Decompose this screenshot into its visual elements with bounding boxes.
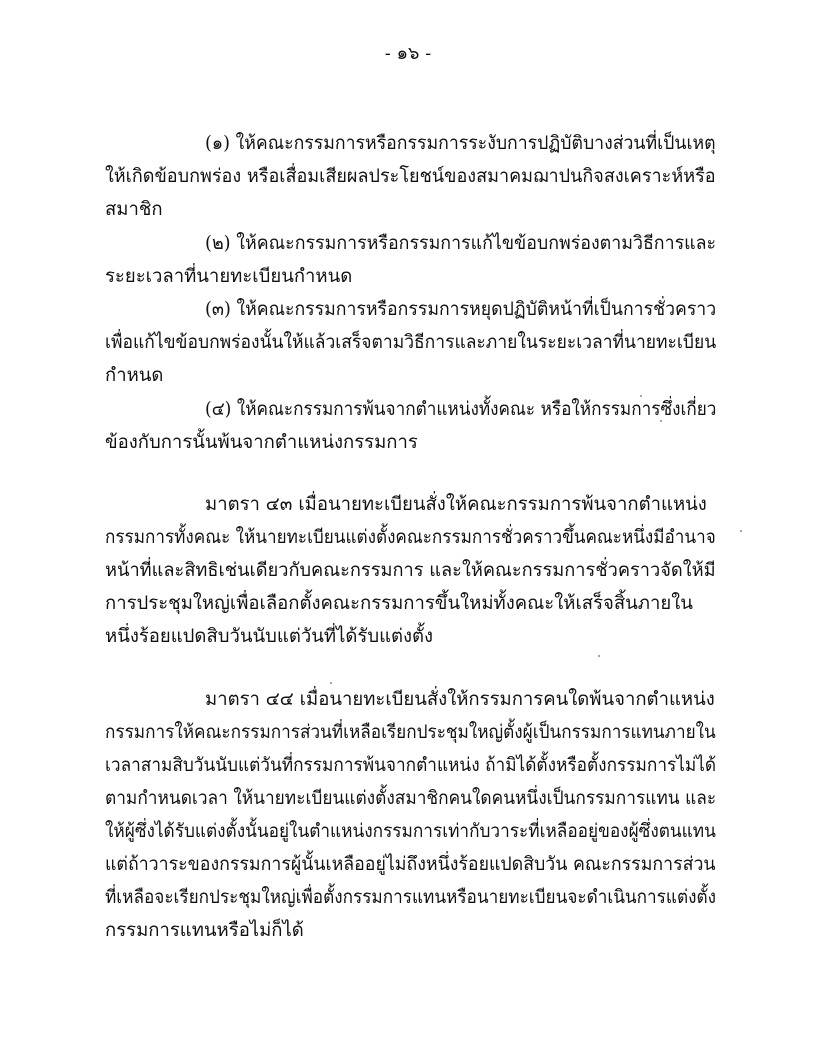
clause-3-line-3: กำหนด: [105, 365, 164, 386]
clause-4-line-2: ข้องกับการนั้นพ้นจากตำแหน่งกรรมการ: [105, 432, 418, 453]
section-44-line-2: กรรมการให้คณะกรรมการส่วนที่เหลือเรียกประชุมใหญ่ตั้งผู้เป็นกรรมการแทนภายใน: [105, 722, 716, 743]
clause-3-line-1: (๓) ให้คณะกรรมการหรือกรรมการหยุดปฏิบัติหน้าที่เป็นการชั่วคราว: [205, 299, 717, 320]
section-43-line-3: หน้าที่และสิทธิเช่นเดียวกับคณะกรรมการ และให้คณะกรรมการชั่วคราวจัดให้มี: [105, 560, 716, 581]
clause-1-line-3: สมาชิก: [105, 199, 163, 220]
section-44-line-7: ที่เหลือจะเรียกประชุมใหญ่เพื่อตั้งกรรมการแทนหรือนายทะเบียนจะดำเนินการแต่งตั้ง: [105, 887, 716, 908]
section-43-line-1: มาตรา ๔๓ เมื่อนายทะเบียนสั่งให้คณะกรรมการพ้นจากตำแหน่ง: [205, 494, 707, 515]
scan-speck: [660, 420, 662, 422]
page-number: - ๑๖ -: [384, 43, 432, 64]
section-43-line-2: กรรมการทั้งคณะ ให้นายทะเบียนแต่งตั้งคณะกรรมการชั่วคราวขึ้นคณะหนึ่งมีอำนาจ: [105, 527, 716, 548]
section-44-line-5: ให้ผู้ซึ่งได้รับแต่งตั้งนั้นอยู่ในตำแหน่งกรรมการเท่ากับวาระที่เหลืออยู่ของผู้ซึ่งตนแทน: [105, 821, 716, 842]
scan-speck: [740, 530, 742, 532]
clause-2-line-2: ระยะเวลาที่นายทะเบียนกำหนด: [105, 266, 353, 287]
section-43-line-5: หนึ่งร้อยแปดสิบวันนับแต่วันที่ได้รับแต่งตั้ง: [105, 626, 434, 647]
section-43-line-4: การประชุมใหญ่เพื่อเลือกตั้งคณะกรรมการขึ้นใหม่ทั้งคณะให้เสร็จสิ้นภายใน: [105, 593, 693, 614]
clause-4-line-1: (๔) ให้คณะกรรมการพ้นจากตำแหน่งทั้งคณะ หรือให้กรรมการซึ่งเกี่ยว: [205, 399, 717, 420]
scan-speck: [330, 682, 332, 684]
section-44-line-8: กรรมการแทนหรือไม่ก็ได้: [105, 920, 304, 941]
section-44-line-6: แต่ถ้าวาระของกรรมการผู้นั้นเหลืออยู่ไม่ถึงหนึ่งร้อยแปดสิบวัน คณะกรรมการส่วน: [105, 854, 716, 875]
section-44-line-4: ตามกำหนดเวลา ให้นายทะเบียนแต่งตั้งสมาชิกคนใดคนหนึ่งเป็นกรรมการแทน และ: [105, 788, 717, 809]
scan-speck: [640, 395, 642, 397]
clause-1-line-1: (๑) ให้คณะกรรมการหรือกรรมการระงับการปฏิบัติบางส่วนที่เป็นเหตุ: [205, 133, 716, 154]
scan-speck: [598, 655, 600, 657]
clause-3-line-2: เพื่อแก้ไขข้อบกพร่องนั้นให้แล้วเสร็จตามวิธีการและภายในระยะเวลาที่นายทะเบียน: [105, 332, 717, 353]
section-44-line-3: เวลาสามสิบวันนับแต่วันที่กรรมการพ้นจากตำแหน่ง ถ้ามิได้ตั้งหรือตั้งกรรมการไม่ได้: [105, 755, 717, 776]
clause-2-line-1: (๒) ให้คณะกรรมการหรือกรรมการแก้ไขข้อบกพร่องตามวิธีการและ: [205, 233, 717, 254]
section-44-line-1: มาตรา ๔๔ เมื่อนายทะเบียนสั่งให้กรรมการคนใดพ้นจากตำแหน่ง: [205, 689, 715, 710]
clause-1-line-2: ให้เกิดข้อบกพร่อง หรือเสื่อมเสียผลประโยชน์ของสมาคมฌาปนกิจสงเคราะห์หรือ: [105, 166, 716, 187]
